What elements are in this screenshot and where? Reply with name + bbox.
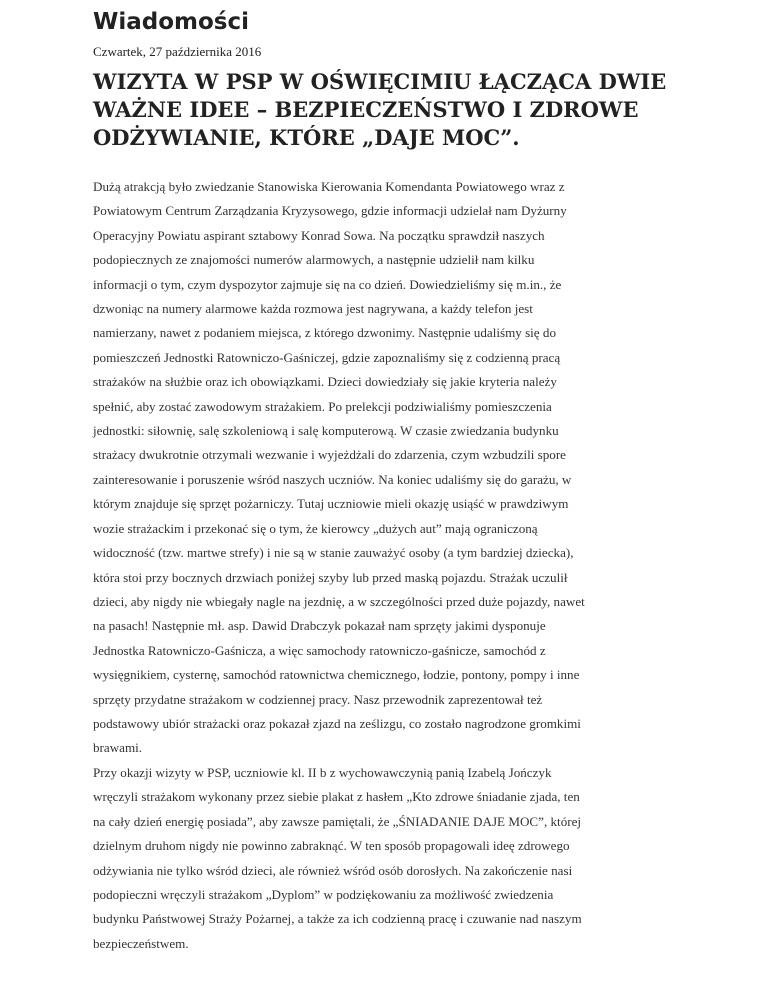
paragraph-line: spełnić, aby zostać zawodowym strażakiem. Po prelekcji podziwialiśmy pomieszczenia: [93, 398, 552, 414]
paragraph-line: Jednostka Ratowniczo-Gaśnicza, a więc samochody ratowniczo-gaśnicze, samochód z: [93, 642, 546, 658]
post-paragraph-1: [93, 175, 683, 761]
paragraph-line: Powiatowym Centrum Zarządzania Kryzysowego, gdzie informacji udzielał nam Dyżurny: [93, 203, 567, 219]
paragraph-line: budynku Państwowej Straży Pożarnej, a także za ich codzienną pracę i czuwanie nad naszym: [93, 911, 582, 927]
paragraph-line: wozie strażackim i przekonać się o tym, że kierowcy „dużych aut” mają ograniczoną: [93, 520, 538, 536]
post-title-line: ODŻYWIANIE, KTÓRE „DAJE MOC”.: [93, 125, 520, 150]
paragraph-line: dzieci, aby nigdy nie wbiegały nagle na jezdnię, a w szczególności przed duże pojazdy, nawet: [93, 593, 585, 609]
paragraph-line: strażacy dwukrotnie otrzymali wezwanie i wyjeżdżali do zdarzenia, czym wzbudzili spore: [93, 447, 566, 463]
paragraph-line: namierzany, nawet z podaniem miejsca, z którego dzwonimy. Następnie udaliśmy się do: [93, 325, 556, 341]
paragraph-line: informacji o tym, czym dyspozytor zajmuje się na co dzień. Dowiedzieliśmy się m.in., że: [93, 276, 562, 292]
paragraph-line: podopieczni wręczyli strażakom „Dyplom” w podziękowaniu za możliwość zwiedzenia: [93, 887, 554, 903]
paragraph-line: którym znajduje się sprzęt pożarniczy. Tutaj uczniowie mieli okazję usiąść w prawdziwym: [93, 496, 569, 512]
paragraph-line: wręczyli strażakom wykonany przez siebie plakat z hasłem „Kto zdrowe śniadanie zjada, ten: [93, 789, 580, 805]
paragraph-line: jednostki: siłownię, salę szkoleniową i salę komputerową. W czasie zwiedzania budynku: [93, 423, 559, 439]
paragraph-line: podopiecznych ze znajomości numerów alarmowych, a następnie udzielił nam kilku: [93, 252, 535, 268]
paragraph-line: bezpieczeństwem.: [93, 935, 189, 951]
post-title-line: WAŻNE IDEE – BEZPIECZEŃSTWO I ZDROWE: [93, 97, 639, 122]
paragraph-line: dzwoniąc na numery alarmowe każda rozmowa jest nagrywana, a każdy telefon jest: [93, 301, 533, 317]
paragraph-line: na pasach! Następnie mł. asp. Dawid Drabczyk pokazał nam sprzęty jakimi dysponuje: [93, 618, 546, 634]
paragraph-line: odżywiania nie tylko wśród dzieci, ale również wśród osób dorosłych. Na zakończenie nasi: [93, 862, 573, 878]
site-title[interactable]: Wiadomości: [93, 9, 250, 35]
paragraph-line: podstawowy ubiór strażacki oraz pokazał zjazd na ześlizgu, co zostało nagrodzone gromkimi: [93, 715, 581, 731]
paragraph-line: na cały dzień energię posiada”, aby zawsze pamiętali, że „ŚNIADANIE DAJE MOC”, której: [93, 813, 582, 829]
content-spacer: [93, 700, 683, 750]
paragraph-line: Dużą atrakcją było zwiedzanie Stanowiska Kierowania Komendanta Powiatowego wraz z: [93, 179, 565, 194]
paragraph-line: widoczność (tzw. martwe strefy) i nie są w stanie zauważyć osoby (a tym bardziej dziecka),: [93, 545, 574, 561]
post-title-line: WIZYTA W PSP W OŚWIĘCIMIU ŁĄCZĄCA DWIE: [93, 69, 667, 94]
post-date: Czwartek, 27 października 2016: [93, 44, 262, 59]
post-paragraph-2: [93, 761, 683, 956]
paragraph-line: Przy okazji wizyty w PSP, uczniowie kl. II b z wychowawczynią panią Izabelą Jończyk: [93, 765, 552, 780]
paragraph-line: dzielnym druhom nigdy nie powinno zabraknąć. W ten sposób propagowali ideę zdrowego: [93, 838, 570, 854]
paragraph-line: pomieszczeń Jednostki Ratowniczo-Gaśniczej, gdzie zapoznaliśmy się z codzienną pracą: [93, 349, 561, 365]
paragraph-line: strażaków na służbie oraz ich obowiązkami. Dzieci dowiedziały się jakie kryteria należy: [93, 374, 557, 390]
post-title: [93, 68, 683, 152]
paragraph-line: sprzęty przydatne strażakom w codziennej pracy. Nasz przewodnik zaprezentował też: [93, 691, 543, 707]
paragraph-line: Operacyjny Powiatu aspirant sztabowy Konrad Sowa. Na początku sprawdził naszych: [93, 227, 545, 243]
paragraph-line: brawami.: [93, 740, 143, 756]
paragraph-line: wysięgnikiem, cysternę, samochód ratownictwa chemicznego, łodzie, pontony, pompy i inne: [93, 667, 580, 683]
paragraph-line: zainteresowanie i poruszenie wśród naszych uczniów. Na koniec udaliśmy się do garażu, w: [93, 471, 572, 487]
paragraph-line: która stoi przy bocznych drzwiach poniżej szyby lub przed maską pojazdu. Strażak uczulił: [93, 569, 568, 585]
